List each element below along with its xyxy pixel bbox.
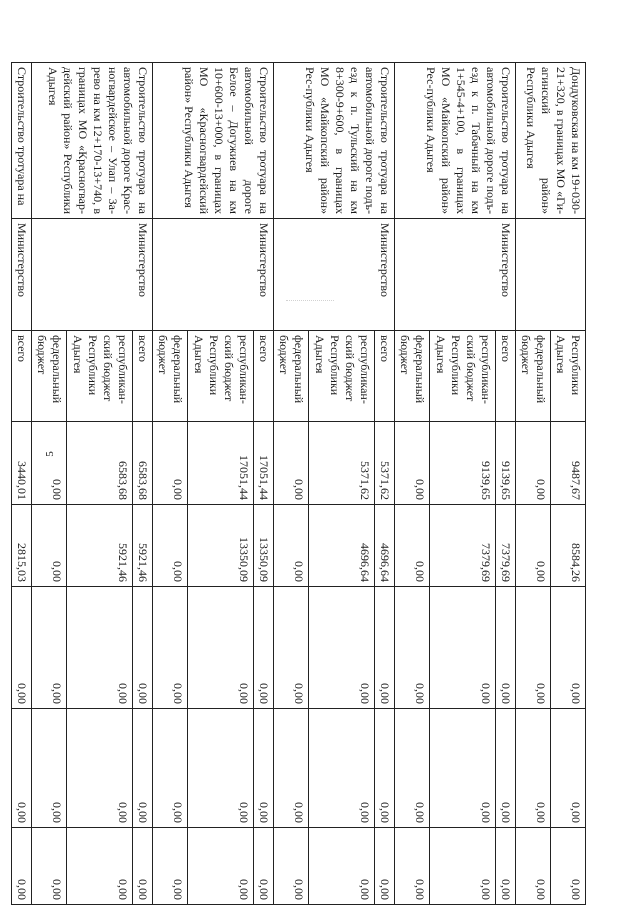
amount-cell: 8584,26 [551,505,586,587]
table-row [133,63,153,905]
funding-source-cell: федеральный бюджет [274,331,309,422]
funding-source-cell: всего [12,331,32,422]
amount-cell: 0,00 [516,828,551,905]
amount-cell: 0,00 [496,709,516,828]
project-name-cell: Строительство тротуара на автомобильной дороге Крас-ногвардейское – Улап – За-рево на км 12+170-13+740, в границах МО «Красногвар-дейский район» Республики Адыгея [32,63,153,219]
amount-cell: 0,00 [395,828,430,905]
project-name-cell: Строительство тротуара на автомобильной дороге подъ-езд к п. Табачный на км 1+545-4+100, в границах МО «Майкопский район» Рес-публики Адыгея [395,63,516,219]
amount-cell: 0,00 [12,828,32,905]
amount-cell: 0,00 [254,709,274,828]
amount-cell: 7379,69 [430,505,496,587]
amount-cell: 0,00 [551,828,586,905]
table-row [254,63,274,905]
amount-cell: 0,00 [430,587,496,709]
project-name-cell: Строительство тротуара на [12,63,32,219]
page-number: 5 [44,451,56,457]
amount-cell: 3440,01 [12,422,32,505]
amount-cell: 7379,69 [496,505,516,587]
funding-source-cell: республикан-ский бюджет Республики Адыгея [188,331,254,422]
amount-cell: 4696,64 [375,505,395,587]
amount-cell: 0,00 [188,587,254,709]
amount-cell: 0,00 [153,709,188,828]
funding-source-cell: всего [133,331,153,422]
amount-cell: 0,00 [395,505,430,587]
amount-cell: 17051,44 [188,422,254,505]
amount-cell: 0,00 [395,422,430,505]
amount-cell: 0,00 [67,828,133,905]
amount-cell: 17051,44 [254,422,274,505]
amount-cell: 0,00 [32,828,67,905]
amount-cell: 0,00 [516,709,551,828]
amount-cell: 0,00 [309,828,375,905]
budget-table [11,62,586,905]
funding-source-cell: федеральный бюджет [395,331,430,422]
amount-cell: 0,00 [375,587,395,709]
amount-cell: 0,00 [133,828,153,905]
amount-cell: 0,00 [188,828,254,905]
table-body [12,63,586,905]
funding-source-cell: федеральный бюджет [153,331,188,422]
amount-cell: 0,00 [133,709,153,828]
amount-cell: 6583,68 [133,422,153,505]
amount-cell: 0,00 [12,587,32,709]
executor-cell: Министерство [153,219,274,331]
amount-cell: 0,00 [516,422,551,505]
amount-cell: 13350,09 [254,505,274,587]
amount-cell: 0,00 [274,709,309,828]
amount-cell: 5371,62 [309,422,375,505]
amount-cell: 4696,64 [309,505,375,587]
amount-cell: 0,00 [133,587,153,709]
executor-cell: Министерство [12,219,32,331]
amount-cell: 0,00 [496,828,516,905]
executor-cell: Министерство [395,219,516,331]
amount-cell: 0,00 [516,505,551,587]
amount-cell: 0,00 [274,587,309,709]
amount-cell: 0,00 [430,709,496,828]
funding-source-cell: республикан-ский бюджет Республики Адыгея [67,331,133,422]
amount-cell: 0,00 [274,422,309,505]
amount-cell: 5921,46 [67,505,133,587]
amount-cell: 0,00 [430,828,496,905]
table-row [12,63,32,905]
project-name-cell: Дондуковская на км 19+030-21+320, в границах МО «Ги-агинский район» Республики Адыгея [516,63,586,219]
amount-cell: 0,00 [153,505,188,587]
amount-cell: 0,00 [395,587,430,709]
amount-cell: 9487,67 [551,422,586,505]
funding-source-cell: республикан-ский бюджет Республики Адыгея [430,331,496,422]
amount-cell: 0,00 [32,709,67,828]
funding-source-cell: всего [375,331,395,422]
amount-cell: 0,00 [496,587,516,709]
amount-cell: 0,00 [309,587,375,709]
project-name-cell: Строительство тротуара на автомобильной дороге подъ-езд к п. Тульский на км 8+300-9+600, в границах МО «Майкопский район» Рес-публики Адыгея [274,63,395,219]
amount-cell: 0,00 [395,709,430,828]
funding-source-cell: всего [496,331,516,422]
amount-cell: 0,00 [551,709,586,828]
amount-cell: 0,00 [32,422,67,505]
amount-cell: 6583,68 [67,422,133,505]
amount-cell: 0,00 [274,505,309,587]
amount-cell: 9139,65 [496,422,516,505]
amount-cell: 13350,09 [188,505,254,587]
amount-cell: 0,00 [67,709,133,828]
amount-cell: 0,00 [67,587,133,709]
amount-cell: 0,00 [309,709,375,828]
funding-source-cell: всего [254,331,274,422]
amount-cell: 5371,62 [375,422,395,505]
executor-cell [516,219,586,331]
table-row [375,63,395,905]
table-row [496,63,516,905]
amount-cell: 0,00 [551,587,586,709]
amount-cell: 2815,03 [12,505,32,587]
amount-cell: 0,00 [375,709,395,828]
amount-cell: 5921,46 [133,505,153,587]
amount-cell: 0,00 [153,422,188,505]
project-name-cell: Строительство тротуара на автомобильной дороге Белое – Догужиев на км 10+600-13+000, в границах МО «Красногвардейский район» Республики Адыгея [153,63,274,219]
amount-cell: 0,00 [254,587,274,709]
amount-cell: 0,00 [32,505,67,587]
amount-cell: 0,00 [254,828,274,905]
funding-source-cell: республикан-ский бюджет Республики Адыгея [309,331,375,422]
executor-cell: Министерство [274,219,395,331]
amount-cell: 0,00 [153,828,188,905]
amount-cell: 9139,65 [430,422,496,505]
funding-source-cell: Республики Адыгея [551,331,586,422]
amount-cell: 0,00 [188,709,254,828]
amount-cell: 0,00 [274,828,309,905]
amount-cell: 0,00 [375,828,395,905]
amount-cell: 0,00 [12,709,32,828]
rotated-page-content [15,62,586,904]
amount-cell: 0,00 [153,587,188,709]
funding-source-cell: федеральный бюджет [32,331,67,422]
funding-source-cell: федеральный бюджет [516,331,551,422]
table-row [551,63,586,905]
executor-cell: Министерство [32,219,153,331]
amount-cell: 0,00 [516,587,551,709]
amount-cell: 0,00 [32,587,67,709]
